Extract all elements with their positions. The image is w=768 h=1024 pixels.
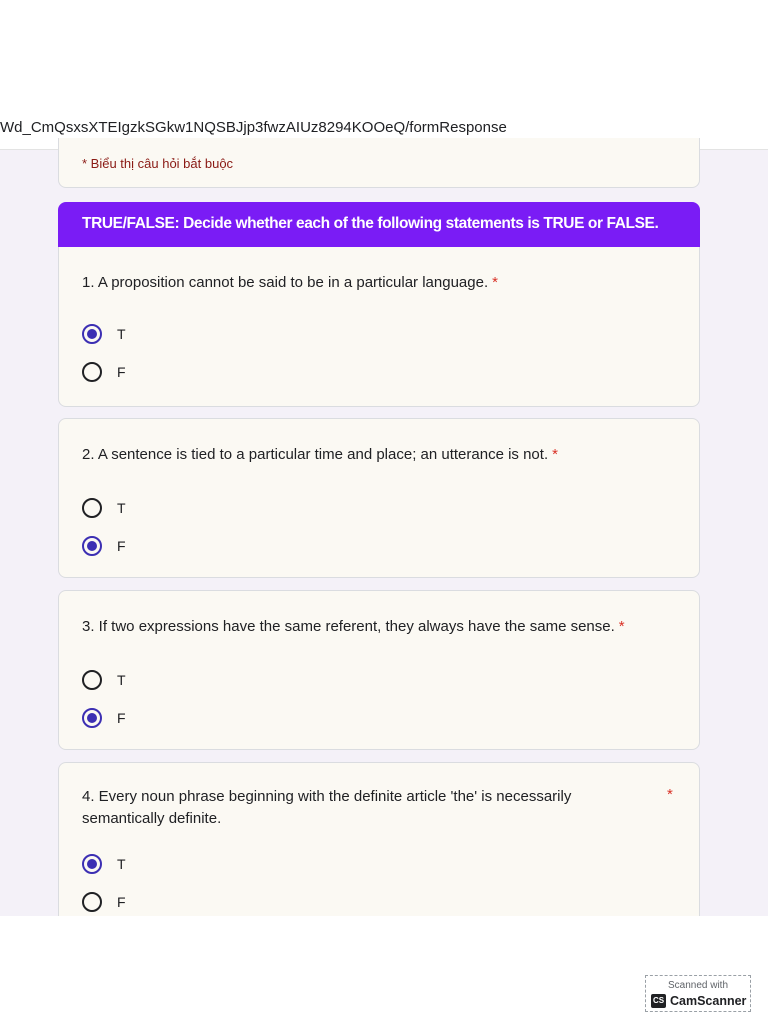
option-f[interactable] — [82, 707, 126, 729]
option-t[interactable] — [82, 497, 126, 519]
question-text-3 — [82, 616, 662, 638]
required-note-card — [58, 138, 700, 188]
scanned-with-text: Scanned with — [667, 980, 729, 991]
option-label: T — [117, 856, 126, 872]
option-t[interactable] — [82, 323, 126, 345]
radio-button-checked[interactable] — [82, 708, 102, 728]
option-f[interactable] — [82, 535, 126, 557]
camscanner-watermark — [645, 975, 751, 1012]
required-asterisk: * — [667, 786, 673, 803]
question-card-3 — [58, 590, 700, 750]
option-label: T — [117, 672, 126, 688]
question-label: 1. A proposition cannot be said to be in a particular language. — [82, 274, 489, 291]
radio-button[interactable] — [82, 498, 102, 518]
radio-button[interactable] — [82, 670, 102, 690]
radio-button-checked[interactable] — [82, 854, 102, 874]
required-asterisk: * — [492, 274, 498, 291]
option-label: F — [117, 894, 126, 910]
question-text-2 — [82, 444, 662, 466]
option-label: F — [117, 364, 126, 380]
radio-button[interactable] — [82, 892, 102, 912]
option-label: F — [117, 710, 126, 726]
required-note: * Biểu thị câu hỏi bắt buộc — [82, 156, 234, 171]
radio-button[interactable] — [82, 362, 102, 382]
question-card-2 — [58, 418, 700, 578]
question-label: 3. If two expressions have the same referent, they always have the same sense. — [82, 618, 615, 635]
required-asterisk: * — [618, 618, 625, 635]
option-f[interactable] — [82, 891, 126, 913]
question-card-1 — [58, 247, 700, 407]
option-f[interactable] — [82, 361, 126, 383]
question-label: 2. A sentence is tied to a particular time and place; an utterance is not. — [82, 446, 549, 463]
option-t[interactable] — [82, 669, 126, 691]
camscanner-name: CamScanner — [670, 994, 747, 1008]
radio-button-checked[interactable] — [82, 536, 102, 556]
option-label: F — [117, 538, 126, 554]
radio-button-checked[interactable] — [82, 324, 102, 344]
option-t[interactable] — [82, 853, 126, 875]
question-card-4 — [58, 762, 700, 916]
url-text[interactable]: Wd_CmQsxsXTEIgzkSGkw1NQSBJjp3fwzAIUz8294KOOeQ/formResponse — [0, 119, 507, 136]
screenshot-area — [0, 108, 768, 916]
section-title: TRUE/FALSE: Decide whether each of the following statements is TRUE or FALSE. — [82, 215, 659, 232]
section-header — [58, 202, 700, 248]
option-label: T — [117, 326, 126, 342]
camscanner-logo-icon: CS — [651, 994, 666, 1008]
required-asterisk: * — [552, 446, 558, 463]
question-text-1 — [82, 272, 662, 294]
option-label: T — [117, 500, 126, 516]
question-text-4: 4. Every noun phrase beginning with the definite article 'the' is necessarily semantically definite. — [82, 788, 572, 827]
